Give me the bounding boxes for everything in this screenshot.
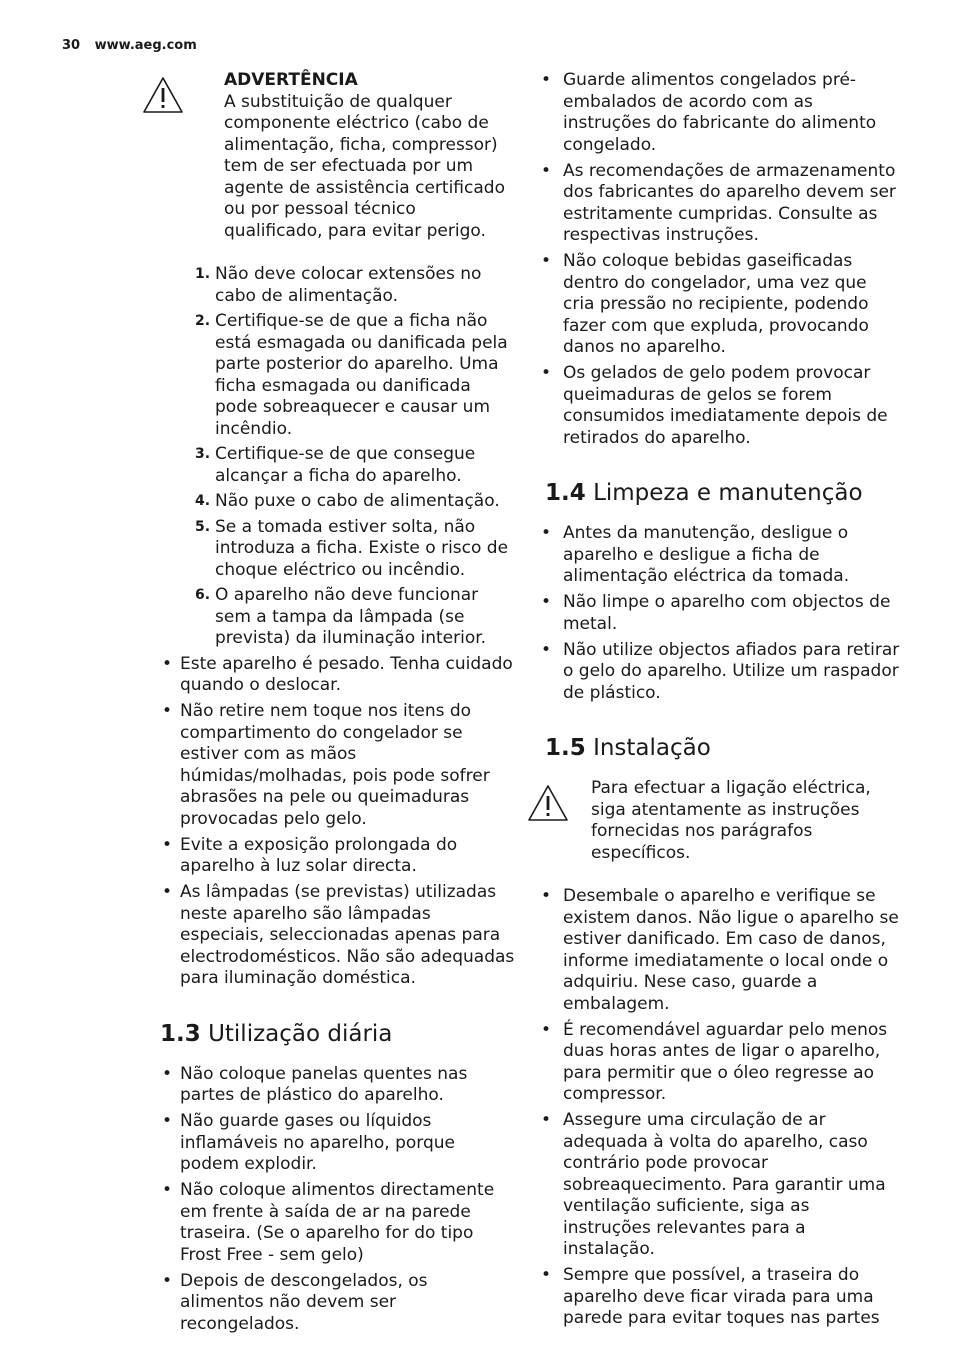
warning-body: A substituição de qualquer componente eléctrico (cabo de alimentação, ficha, compressor) tem de ser efectuada por um agente de assistência certificado ou por pessoal técnico qualificado, para evitar perigo. — [224, 91, 505, 241]
site-url: www.aeg.com — [94, 38, 197, 53]
numbered-list — [142, 264, 516, 650]
list-item: • Não coloque bebidas gaseificadas dentro do congelador, uma vez que cria pressão no recipiente, podendo fazer com que expluda, provocando danos no aparelho. — [541, 251, 869, 357]
list-item: • Assegure uma circulação de ar adequada à volta do aparelho, caso contrário pode provocar sobreaquecimento. Para garantir uma ventilação suficiente, siga as instruções relevantes para a instalação. — [541, 1110, 886, 1259]
bullet-list — [527, 523, 902, 704]
numbered-item: 1. Não deve colocar extensões no cabo de alimentação. — [195, 264, 482, 306]
list-item: • Desembale o aparelho e verifique se existem danos. Não ligue o aparelho se estiver danificado. Em caso de danos, informe imediatamente o local onde o adquiriu. Nese caso, guarde a embalagem. — [541, 886, 899, 1014]
list-item: • Não coloque panelas quentes nas partes de plástico do aparelho. — [162, 1063, 468, 1105]
numbered-item: 6. O aparelho não deve funcionar sem a tampa da lâmpada (se prevista) da iluminação interior. — [195, 585, 487, 648]
bullet-list — [527, 886, 902, 1330]
list-item: • Antes da manutenção, desligue o aparelho e desligue a ficha de alimentação eléctrica da tomada. — [541, 523, 850, 586]
list-item: • Não limpe o aparelho com objectos de metal. — [541, 592, 891, 634]
list-item: • Não guarde gases ou líquidos inflamáveis no aparelho, porque podem explodir. — [162, 1111, 455, 1174]
list-item: • Evite a exposição prolongada do aparelho à luz solar directa. — [162, 834, 458, 876]
list-item: • Guarde alimentos congelados pré-embalados de acordo com as instruções do fabricante do alimento congelado. — [541, 70, 877, 155]
page-number: 30 — [62, 38, 81, 53]
warning-block — [142, 70, 516, 242]
bullet-list — [142, 1064, 516, 1336]
numbered-item: 2. Certifique-se de que a ficha não está esmagada ou danificada pela parte posterior do aparelho. Uma ficha esmagada ou danificada pode sobreaquecer e causar um incêndio. — [195, 311, 508, 439]
list-item: • É recomendável aguardar pelo menos duas horas antes de ligar o aparelho, para permitir que o óleo regresse ao compressor. — [541, 1019, 888, 1104]
bullet-list — [527, 70, 902, 449]
list-item: • As recomendações de armazenamento dos fabricantes do aparelho devem ser estritamente cumpridas. Consulte as respectivas instruções. — [541, 160, 896, 245]
bullet-list — [142, 654, 516, 990]
list-item: • Os gelados de gelo podem provocar queimaduras de gelos se forem consumidos imediatamente depois de retirados do aparelho. — [541, 363, 888, 448]
install-warning-block — [527, 778, 902, 864]
install-warning-text: Para efectuar a ligação eléctrica, siga atentamente as instruções fornecidas nos parágrafos específicos. — [591, 778, 871, 863]
list-item: • Não coloque alimentos directamente em frente à saída de ar na parede traseira. (Se o aparelho for do tipo Frost Free - sem gelo) — [162, 1180, 495, 1265]
warning-triangle-icon — [527, 784, 569, 822]
numbered-item: 3. Certifique-se de que consegue alcançar a ficha do aparelho. — [195, 444, 476, 486]
list-item: • Não retire nem toque nos itens do compartimento do congelador se estiver com as mãos húmidas/molhadas, pois pode sofrer abrasões na pele ou queimaduras provocadas pelo gelo. — [162, 701, 490, 829]
numbered-item: 5. Se a tomada estiver solta, não introduza a ficha. Existe o risco de choque eléctrico ou incêndio. — [195, 516, 509, 580]
right-column — [527, 70, 902, 1334]
section-heading-1-4: 1.4 Limpeza e manutenção — [545, 480, 863, 506]
list-item: • Este aparelho é pesado. Tenha cuidado quando o deslocar. — [162, 653, 513, 695]
section-heading-1-5: 1.5 Instalação — [545, 735, 711, 761]
page-header — [62, 38, 197, 53]
list-item: • Não utilize objectos afiados para retirar o gelo do aparelho. Utilize um raspador de plástico. — [541, 639, 900, 703]
warning-triangle-icon — [142, 76, 184, 114]
warning-title: ADVERTÊNCIA — [224, 70, 358, 90]
list-item: • As lâmpadas (se previstas) utilizadas neste aparelho são lâmpadas especiais, seleccionadas apenas para electrodomésticos. Não são adequadas para iluminação doméstica. — [162, 882, 515, 988]
numbered-item: 4. Não puxe o cabo de alimentação. — [195, 491, 500, 511]
list-item: • Sempre que possível, a traseira do aparelho deve ficar virada para uma parede para evitar toques nas partes — [541, 1265, 880, 1328]
left-column — [142, 70, 516, 1340]
list-item: • Depois de descongelados, os alimentos não devem ser recongelados. — [162, 1270, 428, 1334]
warning-text — [224, 70, 516, 242]
section-heading-1-3: 1.3 Utilização diária — [160, 1020, 393, 1047]
